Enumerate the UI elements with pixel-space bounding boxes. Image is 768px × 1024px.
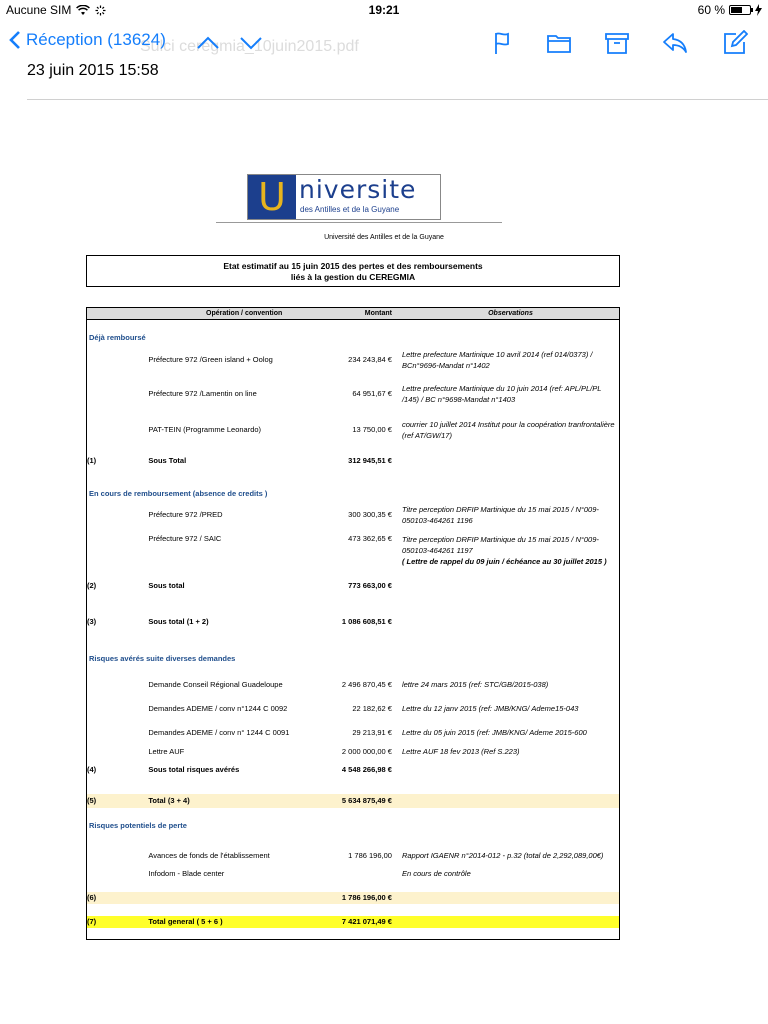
compose-button[interactable] [722,30,748,56]
subtotal-row: (4) Sous total risques avérés 4 548 266,98 € [87,765,392,774]
table-row: Lettre AUF 2 000 000,00 € Lettre AUF 18 fev 2013 (Ref S.223) [148,747,520,756]
battery-percent: 60 % [697,3,725,17]
flag-icon [490,30,516,56]
chevron-up-icon [195,30,221,56]
section-title: Risques avérés suite diverses demandes [89,654,236,663]
table-row: Préfecture 972 /Green island + Oolog 234 243,84 € Lettre prefecture Martinique 10 avril 2014 (ref 014/0373) / BCn°9696-Mandat n°1402 [148,349,593,370]
financial-table [86,307,620,940]
message-date: 23 juin 2015 15:58 [27,62,159,79]
battery-icon [729,5,751,15]
table-row: Préfecture 972 / SAIC 473 362,65 € Titre perception DRFIP Martinique du 15 mai 2015 / N°009-050103-464261 1197 ( Lettre de rappel du 09 juin / échéance au 30 juillet 2015 ) [148,533,607,566]
back-button[interactable] [8,30,166,50]
section-title: Risques potentiels de perte [89,821,187,830]
table-row: Préfecture 972 /Lamentin on line 64 951,67 € Lettre prefecture Martinique du 10 juin 2014 (ref: APL/PL/PL /145) / BC n°9698-Mandat n°1403 [148,383,602,404]
subtotal-row: (1) Sous Total 312 945,51 € [87,456,392,465]
reply-icon [662,30,688,56]
compose-icon [722,30,748,56]
table-header: Opération / convention Montant Observations [87,308,620,320]
attachment-title: Sulci ceregmia_10juin2015.pdf [140,38,359,55]
table-row: PAT-TEIN (Programme Leonardo) 13 750,00 € courrier 10 juillet 2014 Institut pour la coopération tranfrontalière (ref AT/GW/17) [148,419,615,440]
chevron-left-icon [8,30,22,50]
reply-button[interactable] [662,30,688,56]
divider [216,222,502,223]
section-title: En cours de remboursement (absence de credits ) [89,489,268,498]
back-label: Réception (13624) [26,30,166,49]
flag-button[interactable] [490,30,516,56]
subtotal-row: (3) Sous total (1 + 2) 1 086 608,51 € [87,617,392,626]
table-row: Demande Conseil Régional Guadeloupe 2 496 870,45 € lettre 24 mars 2015 (ref: STC/GB/2015-038) [148,680,549,689]
grand-total-row: (7) Total general ( 5 + 6 ) 7 421 071,49 € [87,916,620,928]
document-title: Etat estimatif au 15 juin 2015 des pertes et des remboursements liés à la gestion du CEREGMIA [86,255,620,287]
chevron-down-icon [238,30,264,56]
previous-message-button[interactable] [195,30,221,56]
table-row: Demandes ADEME / conv n°1244 C 0092 22 182,62 € Lettre du 12 janv 2015 (ref: JMB/KNG/ Ademe15-043 [148,704,579,713]
table-row: Avances de fonds de l'établissement 1 786 196,00 Rapport IGAENR n°2014-012 - p.32 (total de 2,292,089,00€) [148,851,604,860]
total-row: (5) Total (3 + 4) 5 634 875,49 € [87,794,620,808]
carrier-label: Aucune SIM [6,3,72,17]
section-title: Déjà remboursé [89,333,146,342]
university-name: Université des Antilles et de la Guyane [324,234,444,241]
university-logo: U niversite des Antilles et de la Guyane [247,174,441,220]
folder-icon [546,30,572,56]
table-row: Demandes ADEME / conv n° 1244 C 0091 29 213,91 € Lettre du 05 juin 2015 (ref: JMB/KNG/ Ademe 2015-600 [148,728,587,737]
status-bar [0,0,768,20]
clock: 19:21 [368,3,400,17]
charging-icon [755,4,762,16]
table-row: Infodom - Blade center En cours de contrôle [148,869,471,878]
archive-icon [604,30,630,56]
pdf-attachment[interactable] [0,100,768,1024]
subtotal-row: (6) 1 786 196,00 € [87,892,620,904]
subtotal-row: (2) Sous total 773 663,00 € [87,581,392,590]
next-message-button[interactable] [238,30,264,56]
table-row: Préfecture 972 /PRED 300 300,35 € Titre perception DRFIP Martinique du 15 mai 2015 / N°009-050103-464261 1196 [148,504,599,525]
nav-bar [0,20,768,64]
move-to-folder-button[interactable] [546,30,572,56]
archive-button[interactable] [604,30,630,56]
